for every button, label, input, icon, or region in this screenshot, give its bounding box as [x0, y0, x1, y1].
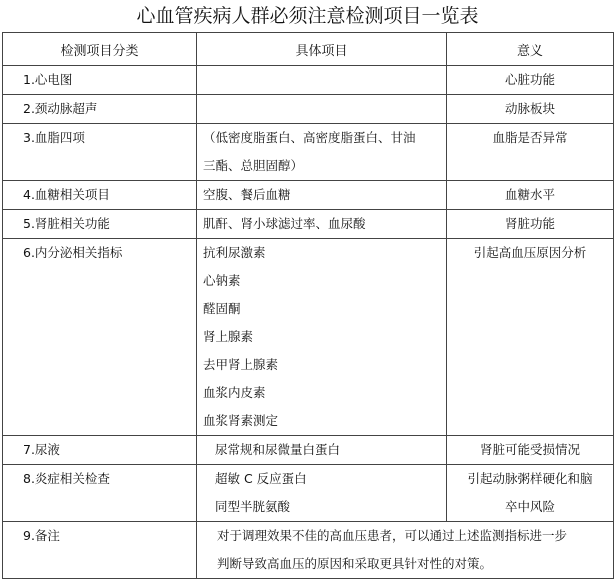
row-meaning: 肾脏可能受损情况: [479, 442, 580, 457]
row-meaning: 血脂是否异常: [492, 130, 568, 145]
row-details: [197, 66, 447, 95]
row-detail-line: 空腹、餐后血糖: [203, 187, 291, 202]
row-category: 6.内分泌相关指标: [23, 245, 123, 260]
row-detail-line: 同型半胱氨酸: [215, 499, 291, 514]
row-detail-line: 血浆内皮素: [203, 385, 266, 400]
table-row: [3, 124, 614, 181]
row-meaning: 肾脏功能: [504, 216, 555, 231]
table-row: [3, 181, 614, 210]
row-detail-line: 醛固酮: [203, 301, 241, 316]
note-category: 9.备注: [23, 528, 60, 543]
note-row: [3, 522, 614, 579]
header-category: 检测项目分类: [3, 33, 197, 66]
row-category: 7.尿液: [23, 442, 60, 457]
table-row: [3, 95, 614, 124]
row-category: 3.血脂四项: [23, 130, 85, 145]
header-row: [3, 33, 614, 66]
header-details: 具体项目: [197, 33, 447, 66]
note-line: 对于调理效果不佳的高血压患者，可以通过上述监测指标进一步: [217, 528, 568, 543]
row-detail-line: 肌酐、肾小球滤过率、血尿酸: [203, 216, 366, 231]
row-category: 4.血糖相关项目: [23, 187, 110, 202]
row-detail-line: 肾上腺素: [203, 329, 254, 344]
row-detail-line: 去甲肾上腺素: [203, 357, 279, 372]
row-detail-line: 血浆肾素测定: [203, 413, 279, 428]
page-title: 心血管疾病人群必须注意检测项目一览表: [136, 5, 479, 27]
row-meaning: 心脏功能: [504, 72, 555, 87]
row-meaning: 血糖水平: [504, 187, 555, 202]
header-meaning: 意义: [447, 33, 614, 66]
row-detail-line: 超敏 C 反应蛋白: [215, 471, 307, 486]
row-detail-line: 尿常规和尿微量白蛋白: [215, 442, 341, 457]
row-category: 5.肾脏相关功能: [23, 216, 110, 231]
checkup-table: [2, 32, 614, 579]
row-detail-line: 心钠素: [203, 273, 241, 288]
row-detail-line: （低密度脂蛋白、高密度脂蛋白、甘油: [203, 130, 416, 145]
row-category: 8.炎症相关检查: [23, 471, 110, 486]
table-row: [3, 239, 614, 436]
row-meaning: 动脉板块: [504, 101, 555, 116]
table-row: [3, 465, 614, 522]
row-meaning: 引起高血压原因分析: [473, 245, 587, 260]
row-meaning: 引起动脉粥样硬化和脑: [467, 471, 593, 486]
table-row: [3, 66, 614, 95]
table-row: [3, 210, 614, 239]
row-category: 2.颈动脉超声: [23, 101, 98, 116]
note-line: 判断导致高血压的原因和采取更具针对性的对策。: [217, 556, 493, 571]
row-category: 1.心电图: [23, 72, 73, 87]
row-details: [197, 95, 447, 124]
row-detail-line: 三酯、总胆固醇）: [203, 158, 304, 173]
table-row: [3, 436, 614, 465]
row-detail-line: 抗利尿激素: [203, 245, 266, 260]
row-meaning: 卒中风险: [504, 499, 555, 514]
